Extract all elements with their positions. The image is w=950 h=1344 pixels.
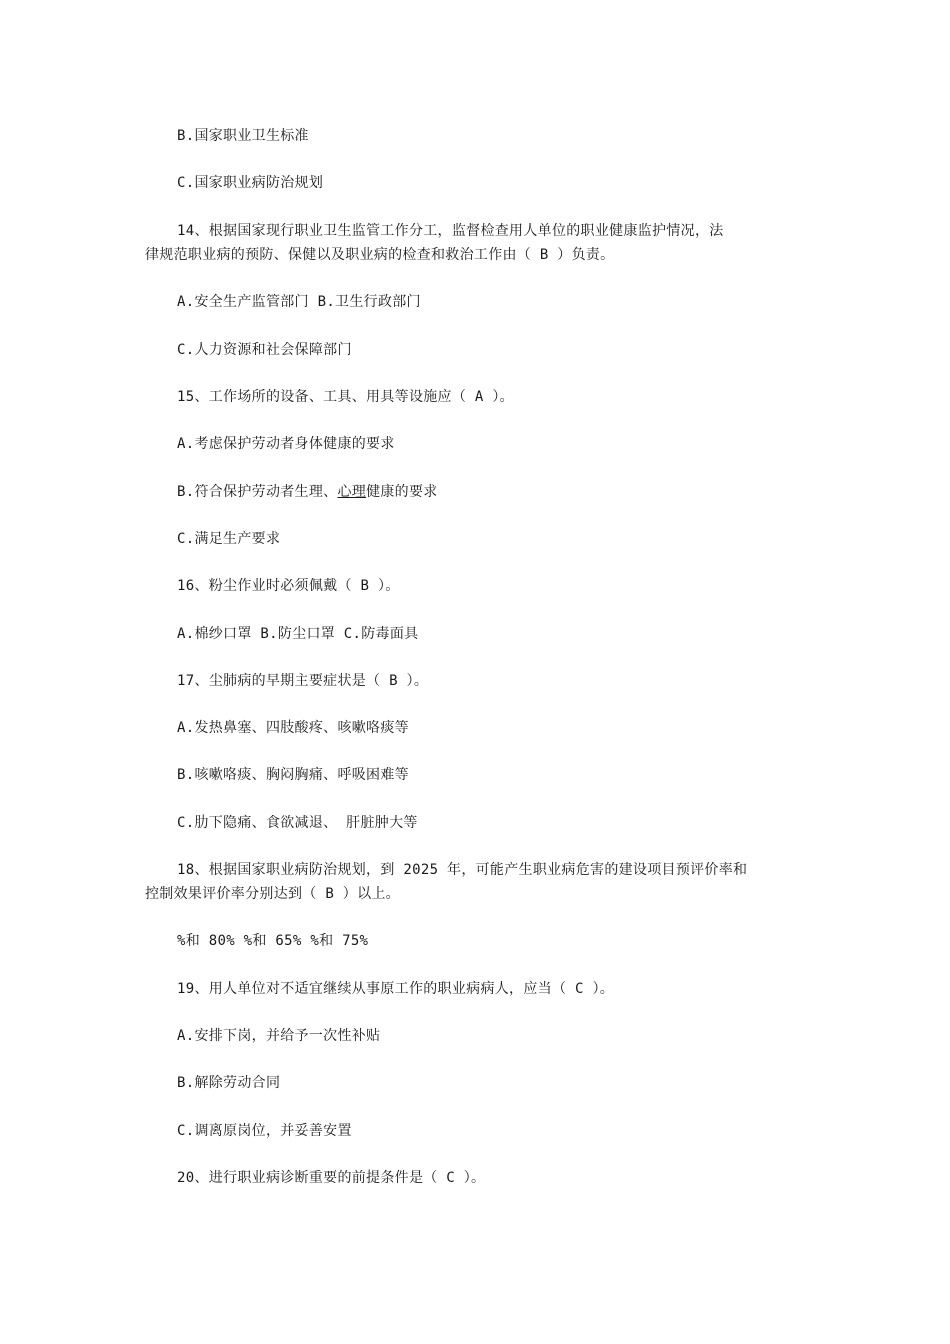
- option-line: B.解除劳动合同: [177, 1075, 281, 1091]
- option-text: B.符合保护劳动者生理、: [177, 484, 338, 500]
- option-line: B.国家职业卫生标准: [177, 128, 309, 144]
- option-line: B.咳嗽咯痰、胸闷胸痛、呼吸困难等: [177, 767, 409, 783]
- question-18-line-1: 18、根据国家职业病防治规划，到 2025 年，可能产生职业病危害的建设项目预评价率和: [177, 862, 748, 878]
- question-14-line-2: 律规范职业病的预防、保健以及职业病的检查和救治工作由（ B ）负责。: [145, 247, 615, 263]
- question-16: 16、粉尘作业时必须佩戴（ B ）。: [177, 578, 400, 594]
- option-text: 健康的要求: [366, 484, 438, 500]
- option-line: A.发热鼻塞、四肢酸疼、咳嗽咯痰等: [177, 720, 409, 736]
- option-line: A.棉纱口罩 B.防尘口罩 C.防毒面具: [177, 626, 419, 642]
- option-line: C.人力资源和社会保障部门: [177, 342, 352, 358]
- option-line: %和 80% %和 65% %和 75%: [177, 933, 369, 949]
- option-line: [177, 480, 438, 504]
- underlined-text: 心理: [337, 484, 367, 500]
- option-line: C.调离原岗位，并妥善安置: [177, 1123, 352, 1139]
- option-line: C.国家职业病防治规划: [177, 175, 324, 191]
- question-15: 15、工作场所的设备、工具、用具等设施应（ A ）。: [177, 389, 514, 405]
- question-20: 20、进行职业病诊断重要的前提条件是（ C ）。: [177, 1170, 486, 1186]
- option-line: A.安全生产监管部门 B.卫生行政部门: [177, 294, 421, 310]
- question-19: 19、用人单位对不适宜继续从事原工作的职业病病人，应当（ C ）。: [177, 981, 615, 997]
- option-line: A.安排下岗，并给予一次性补贴: [177, 1028, 381, 1044]
- option-line: C.肋下隐痛、食欲减退、 肝脏肿大等: [177, 815, 418, 831]
- question-17: 17、尘肺病的早期主要症状是（ B ）。: [177, 673, 429, 689]
- option-line: C.满足生产要求: [177, 531, 281, 547]
- question-14-line-1: 14、根据国家现行职业卫生监管工作分工，监督检查用人单位的职业健康监护情况，法: [177, 223, 724, 239]
- option-line: A.考虑保护劳动者身体健康的要求: [177, 436, 395, 452]
- question-18-line-2: 控制效果评价率分别达到（ B ）以上。: [145, 886, 400, 902]
